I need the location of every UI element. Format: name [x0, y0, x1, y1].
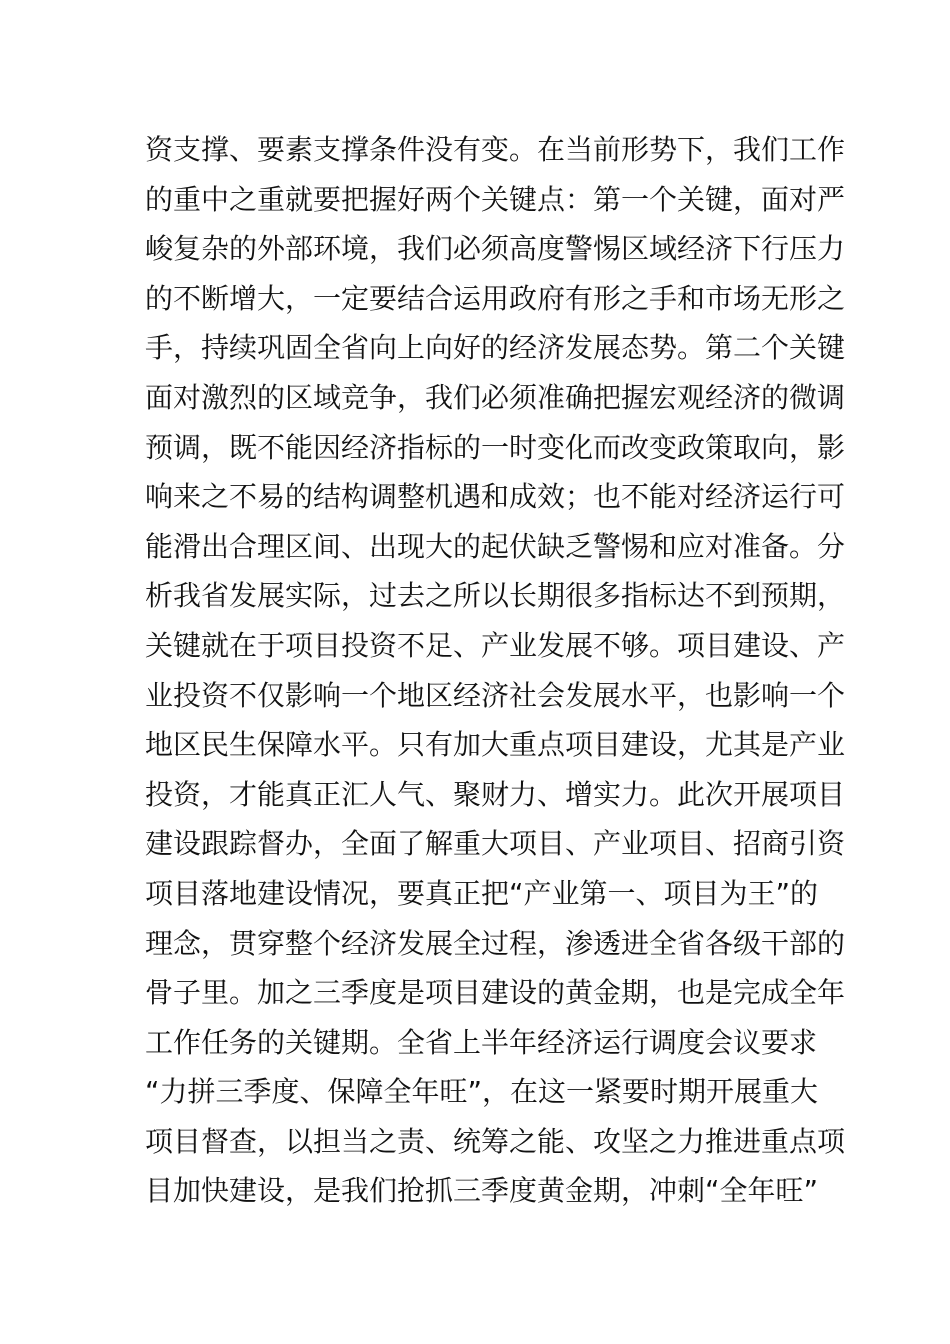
text-line: 手，持续巩固全省向上向好的经济发展态势。第二个关键 — [145, 331, 846, 365]
text-line: 的重中之重就要把握好两个关键点：第一个关键，面对严 — [145, 182, 846, 216]
text-line: 地区民生保障水平。只有加大重点项目建设，尤其是产业 — [145, 728, 846, 762]
text-line: 面对激烈的区域竞争，我们必须准确把握宏观经济的微调 — [145, 380, 846, 414]
body-paragraph — [145, 125, 846, 1216]
text-line: 理念，贯穿整个经济发展全过程，渗透进全省各级干部的 — [145, 926, 846, 960]
text-line: “力拼三季度、保障全年旺”，在这一紧要时期开展重大 — [145, 1075, 819, 1109]
text-line: 能滑出合理区间、出现大的起伏缺乏警惕和应对准备。分 — [145, 529, 846, 563]
text-line: 响来之不易的结构调整机遇和成效；也不能对经济运行可 — [145, 480, 846, 514]
text-line: 项目落地建设情况，要真正把“产业第一、项目为王”的 — [145, 876, 819, 910]
text-line: 目加快建设，是我们抢抓三季度黄金期，冲刺“全年旺” — [145, 1174, 819, 1208]
text-line: 资支撑、要素支撑条件没有变。在当前形势下，我们工作 — [145, 133, 846, 166]
text-line: 析我省发展实际，过去之所以长期很多指标达不到预期， — [145, 579, 846, 613]
text-line: 项目督查，以担当之责、统筹之能、攻坚之力推进重点项 — [145, 1124, 846, 1158]
text-line: 业投资不仅影响一个地区经济社会发展水平，也影响一个 — [145, 678, 846, 712]
text-line: 峻复杂的外部环境，我们必须高度警惕区域经济下行压力 — [145, 232, 846, 266]
text-line: 预调，既不能因经济指标的一时变化而改变政策取向，影 — [145, 430, 846, 464]
text-line: 建设跟踪督办，全面了解重大项目、产业项目、招商引资 — [145, 827, 846, 861]
text-line: 工作任务的关键期。全省上半年经济运行调度会议要求 — [145, 1025, 818, 1059]
text-line: 投资，才能真正汇人气、聚财力、增实力。此次开展项目 — [145, 777, 846, 811]
text-line: 关键就在于项目投资不足、产业发展不够。项目建设、产 — [145, 628, 846, 662]
text-line: 的不断增大，一定要结合运用政府有形之手和市场无形之 — [145, 281, 846, 315]
text-line: 骨子里。加之三季度是项目建设的黄金期，也是完成全年 — [145, 976, 846, 1010]
